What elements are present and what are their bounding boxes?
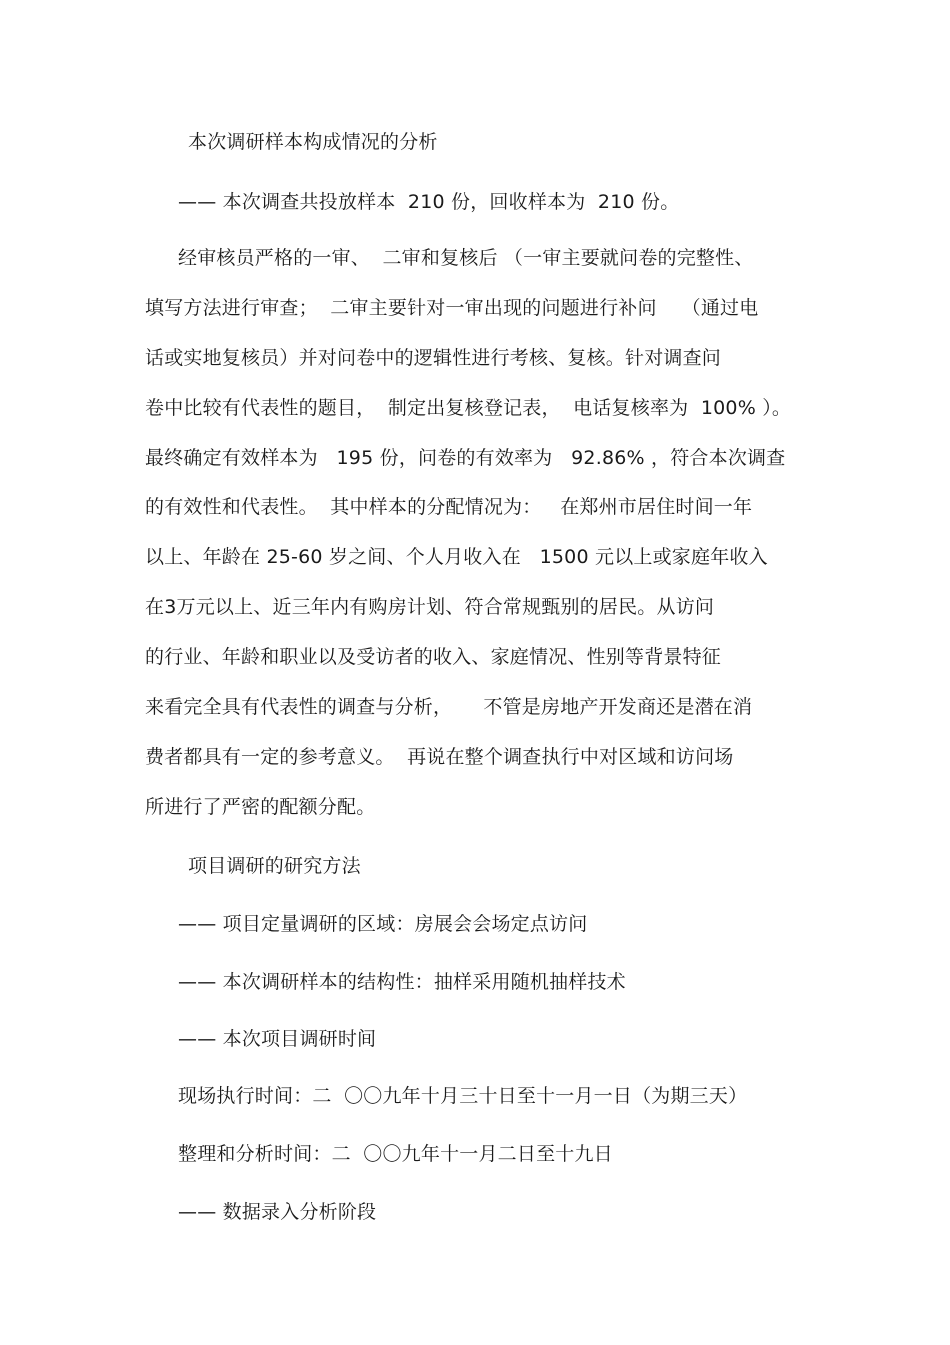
sample-count-line: —— 本次调查共投放样本 210 份，回收样本为 210 份。 bbox=[178, 191, 680, 213]
method-item: —— 项目定量调研的区域：房展会会场定点访问 bbox=[178, 913, 588, 935]
schedule-item: 现场执行时间：二 〇〇九年十月三十日至十一月一日（为期三天） bbox=[178, 1085, 748, 1107]
method-item: —— 本次项目调研时间 bbox=[178, 1028, 377, 1050]
paragraph-line: 最终确定有效样本为 195 份，问卷的有效率为 92.86% ，符合本次调查 bbox=[145, 447, 786, 469]
paragraph-line: 话或实地复核员）并对问卷中的逻辑性进行考核、复核。针对调查问 bbox=[145, 347, 722, 369]
paragraph-line: 以上、年龄在 25-60 岁之间、个人月收入在 1500 元以上或家庭年收入 bbox=[145, 546, 768, 568]
paragraph-line: 的有效性和代表性。 其中样本的分配情况为： 在郑州市居住时间一年 bbox=[145, 496, 753, 518]
section-title-research-method: 项目调研的研究方法 bbox=[188, 855, 361, 877]
section-title-sample-analysis: 本次调研样本构成情况的分析 bbox=[188, 131, 438, 153]
paragraph-line: 填写方法进行审查； 二审主要针对一审出现的问题进行补问 （通过电 bbox=[145, 297, 759, 319]
paragraph-line: 来看完全具有代表性的调查与分析， 不管是房地产开发商还是潜在消 bbox=[145, 696, 753, 718]
paragraph-line: 经审核员严格的一审、 二审和复核后 （一审主要就问卷的完整性、 bbox=[178, 247, 754, 269]
method-item: —— 数据录入分析阶段 bbox=[178, 1201, 377, 1223]
paragraph-line: 所进行了严密的配额分配。 bbox=[145, 796, 376, 818]
paragraph-line: 的行业、年龄和职业以及受访者的收入、家庭情况、性别等背景特征 bbox=[145, 646, 722, 668]
paragraph-line: 费者都具有一定的参考意义。 再说在整个调查执行中对区域和访问场 bbox=[145, 746, 734, 768]
schedule-item: 整理和分析时间：二 〇〇九年十一月二日至十九日 bbox=[178, 1143, 613, 1165]
paragraph-line: 卷中比较有代表性的题目， 制定出复核登记表， 电话复核率为 100% ）。 bbox=[145, 397, 792, 419]
paragraph-line: 在3万元以上、近三年内有购房计划、符合常规甄别的居民。从访问 bbox=[145, 596, 715, 618]
method-item: —— 本次调研样本的结构性：抽样采用随机抽样技术 bbox=[178, 971, 626, 993]
